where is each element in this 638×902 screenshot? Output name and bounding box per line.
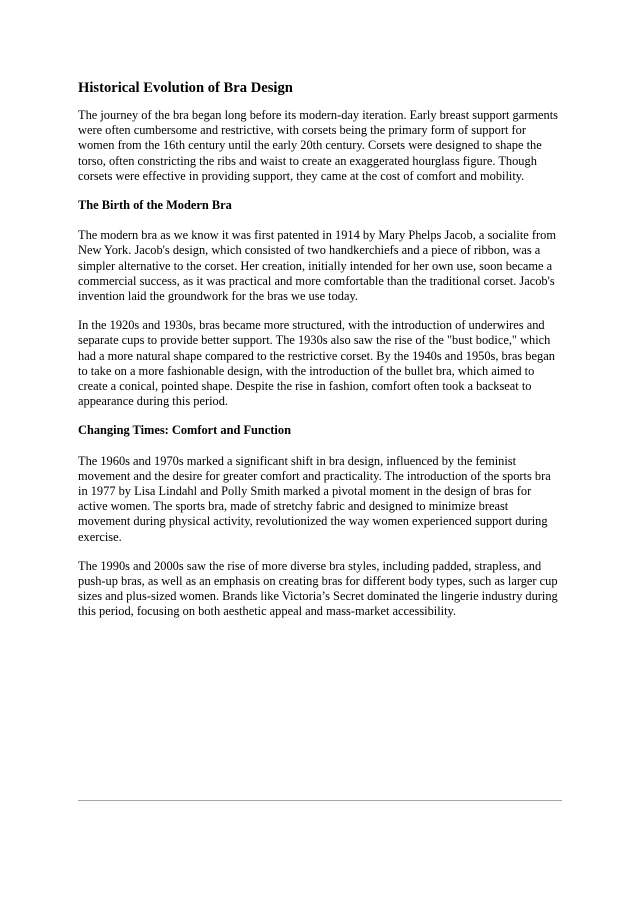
section-1-paragraph-1: The modern bra as we know it was first patented in 1914 by Mary Phelps Jacob, a socialite from New York. Jacob's design, which consisted of two handkerchiefs and a piece of ribbon, was a simpler alternative to the corset. Her creation, initially intended for her own use, soon became a commercial success, as it was practical and more comfortable than the traditional corset. Jacob's invention laid the groundwork for the bras we use today. bbox=[78, 228, 556, 304]
section-heading-changing-times: Changing Times: Comfort and Function bbox=[78, 423, 291, 438]
document-title: Historical Evolution of Bra Design bbox=[78, 80, 293, 96]
section-2-paragraph-1: The 1960s and 1970s marked a significant shift in bra design, influenced by the feminist movement and the desire for greater comfort and practicality. The introduction of the sports bra in 1977 by Lisa Lindahl and Polly Smith marked a pivotal moment in the design of bras for active women. The sports bra, made of stretchy fabric and designed to minimize breast movement during physical activity, revolutionized the way women experienced support during exercise. bbox=[78, 453, 551, 544]
section-1-paragraph-2: In the 1920s and 1930s, bras became more structured, with the introduction of underwires and separate cups to provide better support. The 1930s also saw the rise of the "bust bodice," which had a more natural shape compared to the restrictive corset. By the 1940s and 1950s, bras began to take on a more fashionable design, with the introduction of the bullet bra, which aimed to create a conical, pointed shape. Despite the rise in fashion, comfort often took a backseat to appearance during this period. bbox=[78, 318, 555, 409]
document-page bbox=[78, 79, 562, 634]
footer-divider bbox=[78, 800, 562, 801]
intro-paragraph: The journey of the bra began long before its modern-day iteration. Early breast support garments were often cumbersome and restrictive, with corsets being the primary form of support for women from the 16th century until the early 20th century. Corsets were designed to shape the torso, often constricting the ribs and waist to create an exaggerated hourglass figure. Though corsets were effective in providing support, they came at the cost of comfort and mobility. bbox=[78, 108, 558, 183]
section-heading-birth-of-modern-bra: The Birth of the Modern Bra bbox=[78, 198, 232, 213]
section-2-paragraph-2: The 1990s and 2000s saw the rise of more diverse bra styles, including padded, strapless, and push-up bras, as well as an emphasis on creating bras for different body types, such as larger cup sizes and plus-sized women. Brands like Victoria’s Secret dominated the lingerie industry during this period, focusing on both aesthetic appeal and mass-market accessibility. bbox=[78, 558, 558, 619]
